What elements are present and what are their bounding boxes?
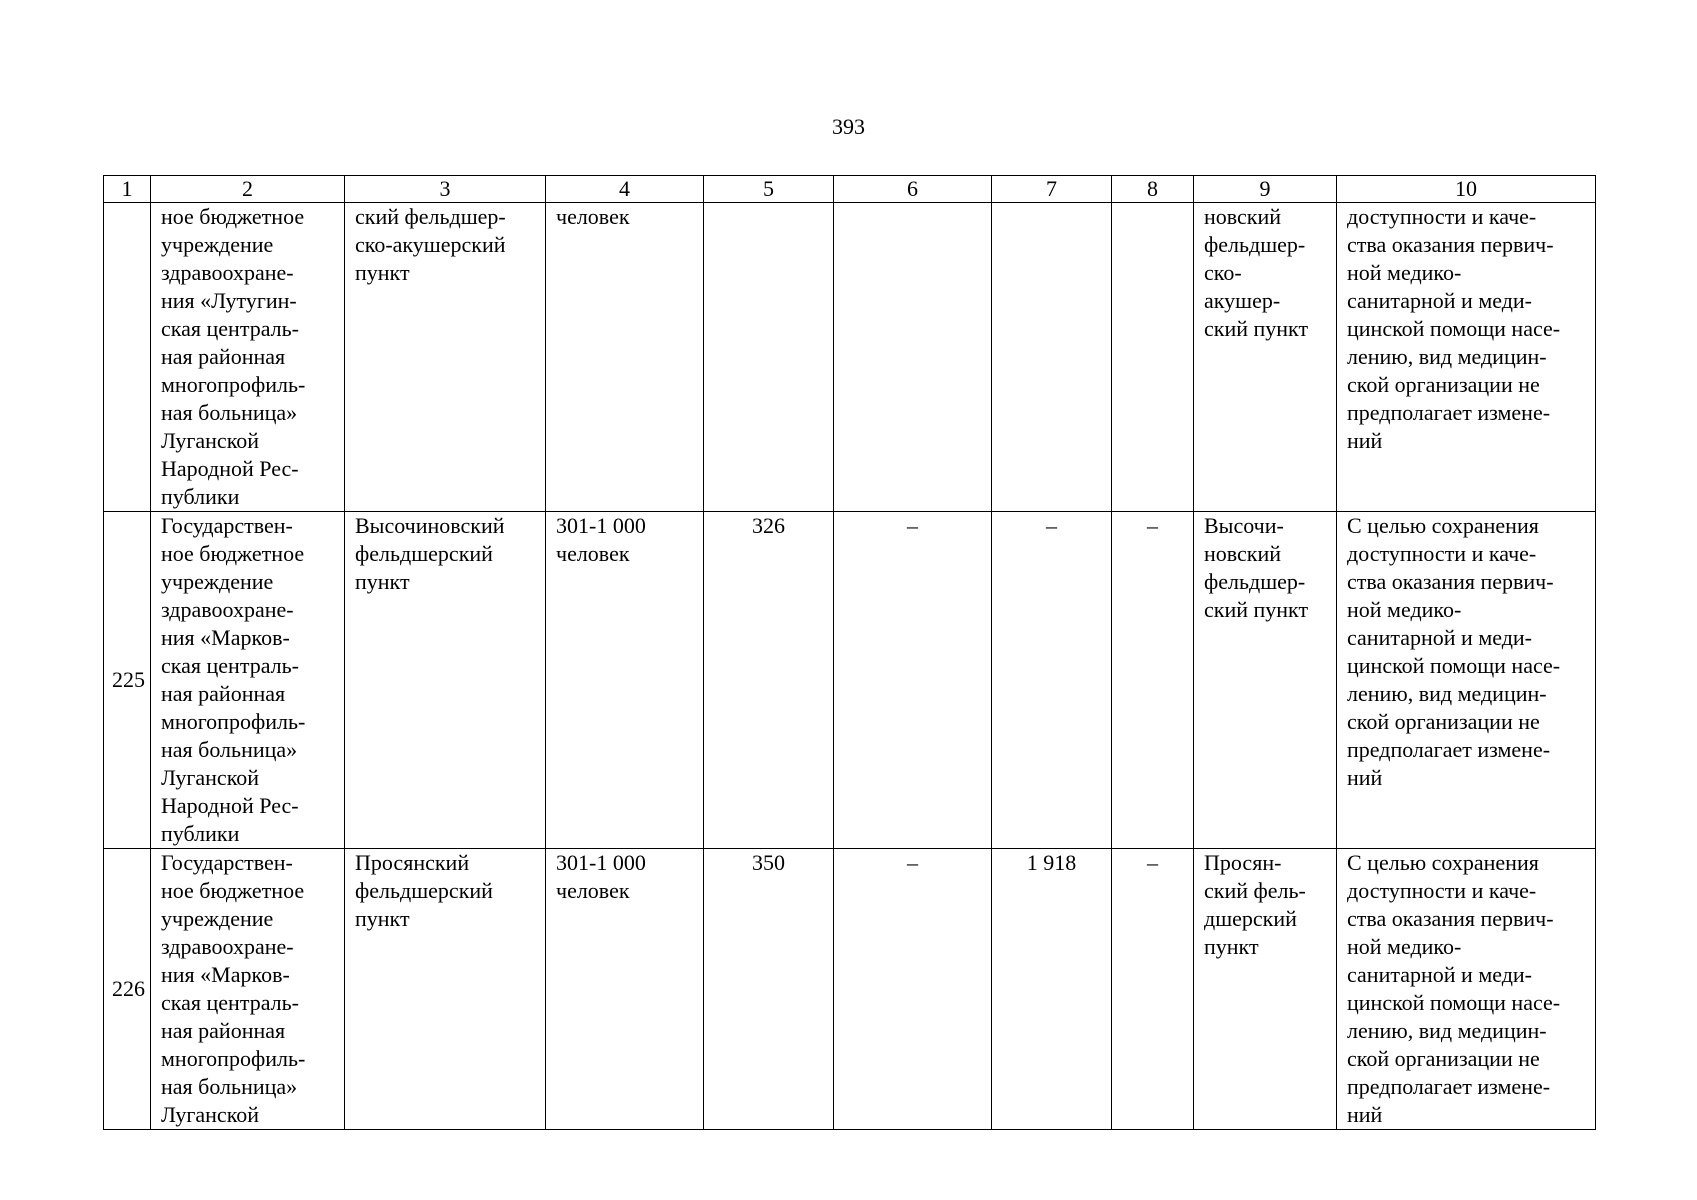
row-number-cell <box>104 849 151 1130</box>
column-header: 1 <box>104 176 151 203</box>
institution-name: Государствен- ное бюджетное учреждение здравоохране- ния «Марков- ская централь- ная районная многопрофиль- ная больница» Луганской <box>161 850 306 1127</box>
facility-name: Просянский фельдшерский пункт <box>355 850 493 931</box>
population-cell <box>704 512 834 849</box>
institution-cell <box>151 203 345 512</box>
column-8-cell <box>1112 512 1194 849</box>
column-header: 4 <box>546 176 704 203</box>
new-facility-cell <box>1194 512 1337 849</box>
new-facility-name: Просян- ский фель- дшерский пункт <box>1204 850 1306 959</box>
column-6-value: – <box>907 513 918 538</box>
row-number-cell <box>104 512 151 849</box>
column-8-cell <box>1112 849 1194 1130</box>
justification-text: С целью сохранения доступности и каче- ства оказания первич- ной медико- санитарной и меди- цинской помощи насе- лению, вид медицин- ской организации не предполагает измене- ний <box>1347 850 1561 1127</box>
population-range-cell <box>546 512 704 849</box>
column-8-value: – <box>1147 850 1158 875</box>
institution-name: Государствен- ное бюджетное учреждение здравоохране- ния «Марков- ская централь- ная районная многопрофиль- ная больница» Луганской Народной Рес- публики <box>161 513 306 846</box>
column-6-value: – <box>907 850 918 875</box>
population-cell <box>704 203 834 512</box>
header-row <box>104 176 1596 203</box>
population-range-cell <box>546 203 704 512</box>
column-7-value: 1 918 <box>1026 850 1077 875</box>
page-number: 393 <box>832 114 865 139</box>
justification-cell <box>1337 203 1596 512</box>
justification-text: С целью сохранения доступности и каче- ства оказания первич- ной медико- санитарной и меди- цинской помощи насе- лению, вид медицин- ской организации не предполагает измене- ний <box>1347 513 1561 790</box>
institution-cell <box>151 849 345 1130</box>
row-number: 226 <box>112 976 145 1001</box>
column-7-cell <box>992 203 1112 512</box>
column-7-value: – <box>1046 513 1057 538</box>
column-header: 2 <box>151 176 345 203</box>
column-8-value: – <box>1147 513 1158 538</box>
facility-cell <box>345 849 546 1130</box>
data-table <box>103 175 1596 1130</box>
column-6-cell <box>834 203 992 512</box>
new-facility-name: новский фельдшер- ско- акушер- ский пункт <box>1204 204 1309 341</box>
column-header: 9 <box>1194 176 1337 203</box>
column-header: 5 <box>704 176 834 203</box>
column-8-cell <box>1112 203 1194 512</box>
row-number-cell <box>104 203 151 512</box>
column-6-cell <box>834 512 992 849</box>
facility-cell <box>345 512 546 849</box>
row-number: 225 <box>112 667 145 692</box>
institution-name: ное бюджетное учреждение здравоохране- ния «Лутугин- ская централь- ная районная многопрофиль- ная больница» Луганской Народной Рес- публики <box>161 204 306 509</box>
new-facility-cell <box>1194 203 1337 512</box>
facility-name: ский фельдшер- ско-акушерский пункт <box>355 204 506 285</box>
population-value: 350 <box>752 850 785 875</box>
column-6-cell <box>834 849 992 1130</box>
table-row <box>104 512 1596 849</box>
facility-name: Высочиновский фельдшерский пункт <box>355 513 505 594</box>
column-header: 6 <box>834 176 992 203</box>
column-7-cell <box>992 512 1112 849</box>
justification-cell <box>1337 512 1596 849</box>
institution-cell <box>151 512 345 849</box>
justification-cell <box>1337 849 1596 1130</box>
population-range: 301-1 000 человек <box>556 513 646 566</box>
table-row <box>104 849 1596 1130</box>
column-header: 3 <box>345 176 546 203</box>
justification-text: доступности и каче- ства оказания первич- ной медико- санитарной и меди- цинской помощи насе- лению, вид медицин- ской организации не предполагает измене- ний <box>1347 204 1561 453</box>
population-value: 326 <box>752 513 785 538</box>
new-facility-cell <box>1194 849 1337 1130</box>
table-row <box>104 203 1596 512</box>
column-header: 7 <box>992 176 1112 203</box>
column-7-cell <box>992 849 1112 1130</box>
column-header: 10 <box>1337 176 1596 203</box>
new-facility-name: Высочи- новский фельдшер- ский пункт <box>1204 513 1309 622</box>
population-range: 301-1 000 человек <box>556 850 646 903</box>
population-range-cell <box>546 849 704 1130</box>
facility-cell <box>345 203 546 512</box>
population-cell <box>704 849 834 1130</box>
column-header: 8 <box>1112 176 1194 203</box>
population-range: человек <box>556 204 630 229</box>
